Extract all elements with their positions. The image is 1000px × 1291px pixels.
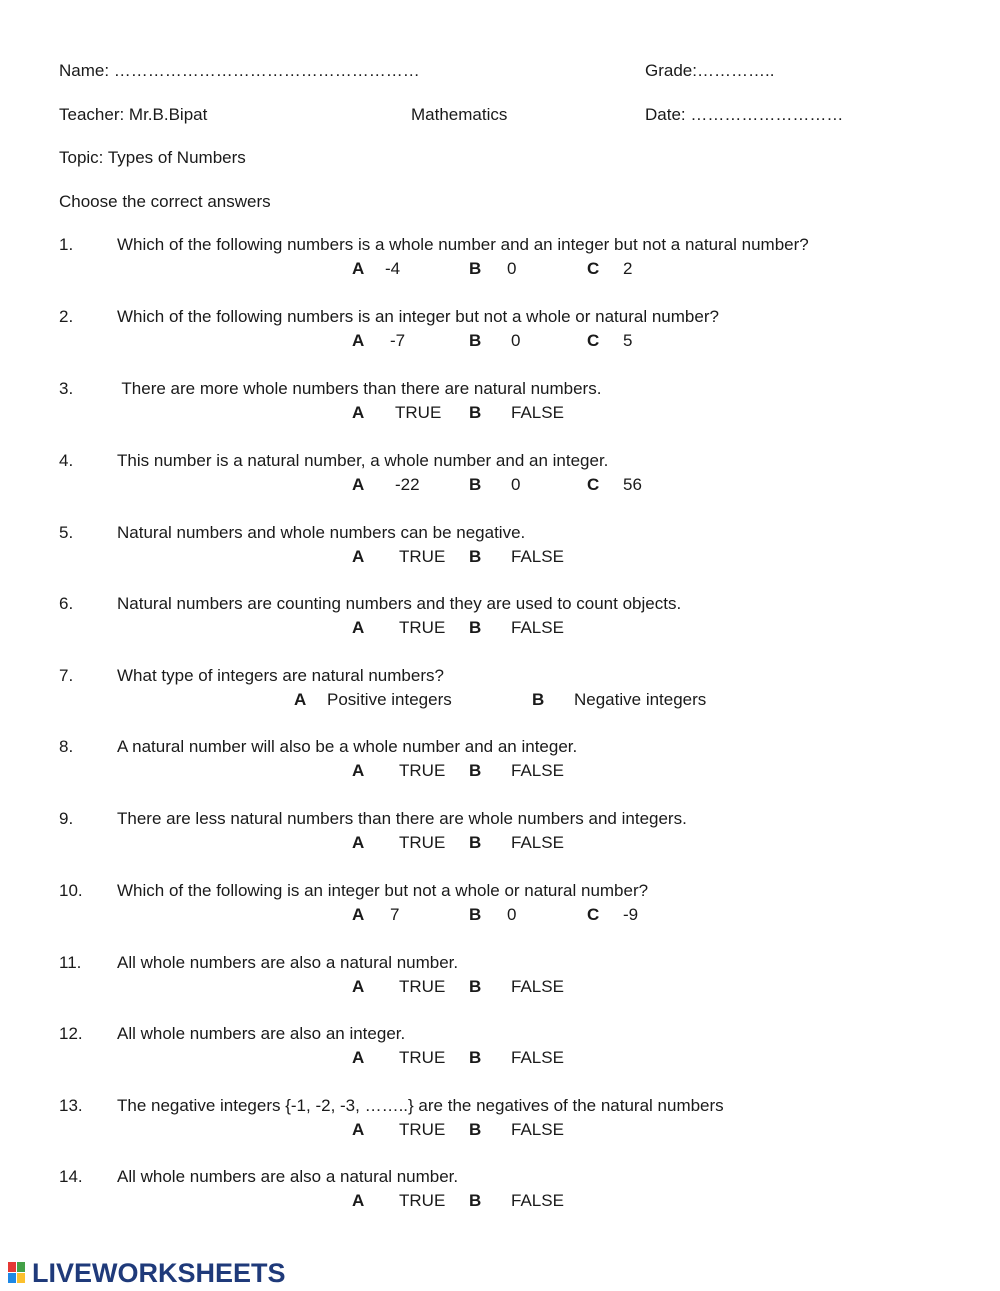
option-b-value[interactable]: FALSE — [511, 1048, 564, 1067]
option-b-value[interactable]: FALSE — [511, 618, 564, 637]
question-text: The negative integers {-1, -2, -3, ……..} are the negatives of the natural numbers — [117, 1096, 724, 1115]
answer-options — [0, 475, 1000, 497]
option-c-letter[interactable]: C — [587, 905, 600, 924]
answer-options — [0, 761, 1000, 783]
question-number: 6. — [59, 594, 74, 613]
option-b-letter[interactable]: B — [469, 547, 482, 566]
option-b-letter[interactable]: B — [469, 905, 482, 924]
question-number: 3. — [59, 379, 74, 398]
option-b-letter[interactable]: B — [469, 403, 482, 422]
option-b-letter[interactable]: B — [469, 1048, 482, 1067]
question-item — [0, 451, 1000, 501]
question-item — [0, 737, 1000, 787]
option-b-value[interactable]: 0 — [511, 331, 521, 350]
answer-options — [0, 1120, 1000, 1142]
option-b-value[interactable]: FALSE — [511, 977, 564, 996]
question-item — [0, 235, 1000, 285]
question-number: 14. — [59, 1167, 83, 1186]
question-item — [0, 953, 1000, 1003]
option-c-value[interactable]: 56 — [623, 475, 642, 494]
option-a-value[interactable]: TRUE — [399, 761, 446, 780]
option-a-value[interactable]: TRUE — [399, 1048, 446, 1067]
option-b-value[interactable]: FALSE — [511, 403, 564, 422]
option-b-value[interactable]: 0 — [511, 475, 521, 494]
question-text: Which of the following numbers is a whole number and an integer but not a natural number? — [117, 235, 809, 254]
question-text: A natural number will also be a whole number and an integer. — [117, 737, 578, 756]
question-number: 11. — [59, 953, 82, 972]
answer-options — [0, 1048, 1000, 1070]
question-item — [0, 1024, 1000, 1074]
option-c-letter[interactable]: C — [587, 331, 600, 350]
option-b-letter[interactable]: B — [469, 259, 482, 278]
option-a-letter[interactable]: A — [352, 475, 365, 494]
question-text: All whole numbers are also an integer. — [117, 1024, 406, 1043]
option-b-letter[interactable]: B — [469, 833, 482, 852]
option-b-value[interactable]: FALSE — [511, 761, 564, 780]
topic-label: Topic: Types of Numbers — [59, 148, 246, 167]
option-a-value[interactable]: TRUE — [399, 833, 446, 852]
grade-field-label: Grade:………….. — [645, 61, 775, 80]
answer-options — [0, 259, 1000, 281]
answer-options — [0, 690, 1000, 712]
question-item — [0, 809, 1000, 859]
option-c-value[interactable]: -9 — [623, 905, 639, 924]
question-item — [0, 594, 1000, 644]
logo-text: LIVEWORKSHEETS — [32, 1258, 286, 1288]
option-a-letter[interactable]: A — [352, 1048, 365, 1067]
option-b-value[interactable]: FALSE — [511, 1120, 564, 1139]
question-text: This number is a natural number, a whole number and an integer. — [117, 451, 609, 470]
option-a-letter[interactable]: A — [352, 618, 365, 637]
question-number: 8. — [59, 737, 74, 756]
option-a-letter[interactable]: A — [352, 905, 365, 924]
question-item — [0, 666, 1000, 716]
answer-options — [0, 977, 1000, 999]
answer-options — [0, 905, 1000, 927]
option-b-value[interactable]: Negative integers — [574, 690, 707, 709]
option-a-value[interactable]: -7 — [390, 331, 406, 350]
option-a-letter[interactable]: A — [352, 833, 365, 852]
question-text: All whole numbers are also a natural number. — [117, 953, 459, 972]
option-c-value[interactable]: 5 — [623, 331, 633, 350]
option-a-value[interactable]: TRUE — [399, 1120, 446, 1139]
option-b-letter[interactable]: B — [469, 761, 482, 780]
option-a-value[interactable]: TRUE — [399, 547, 446, 566]
option-a-value[interactable]: 7 — [390, 905, 400, 924]
question-text: All whole numbers are also a natural number. — [117, 1167, 459, 1186]
option-a-value[interactable]: TRUE — [395, 403, 442, 422]
teacher-label: Teacher: Mr.B.Bipat — [59, 105, 208, 124]
option-b-letter[interactable]: B — [469, 1191, 482, 1210]
subject-label: Mathematics — [411, 105, 508, 124]
option-b-letter[interactable]: B — [469, 977, 482, 996]
option-a-value[interactable]: Positive integers — [327, 690, 452, 709]
option-c-letter[interactable]: C — [587, 259, 600, 278]
question-item — [0, 1096, 1000, 1146]
option-a-letter[interactable]: A — [352, 977, 365, 996]
instruction-text: Choose the correct answers — [59, 192, 271, 211]
option-b-value[interactable]: FALSE — [511, 547, 564, 566]
option-a-value[interactable]: TRUE — [399, 618, 446, 637]
option-b-letter[interactable]: B — [469, 618, 482, 637]
option-b-value[interactable]: 0 — [507, 259, 517, 278]
question-number: 10. — [59, 881, 83, 900]
question-item — [0, 881, 1000, 931]
option-a-letter[interactable]: A — [352, 1120, 365, 1139]
question-text: Which of the following is an integer but not a whole or natural number? — [117, 881, 649, 900]
question-number: 5. — [59, 523, 74, 542]
option-c-letter[interactable]: C — [587, 475, 600, 494]
option-a-letter[interactable]: A — [352, 403, 365, 422]
option-a-value[interactable]: -4 — [385, 259, 401, 278]
option-a-letter[interactable]: A — [352, 547, 365, 566]
question-number: 12. — [59, 1024, 83, 1043]
option-a-letter[interactable]: A — [294, 690, 307, 709]
option-b-letter[interactable]: B — [469, 475, 482, 494]
answer-options — [0, 833, 1000, 855]
option-b-letter[interactable]: B — [532, 690, 545, 709]
question-text: Natural numbers are counting numbers and they are used to count objects. — [117, 594, 682, 613]
option-b-letter[interactable]: B — [469, 331, 482, 350]
option-a-value[interactable]: TRUE — [399, 977, 446, 996]
question-number: 4. — [59, 451, 74, 470]
question-item — [0, 379, 1000, 429]
question-text: Natural numbers and whole numbers can be negative. — [117, 523, 526, 542]
question-text: There are less natural numbers than there are whole numbers and integers. — [117, 809, 687, 828]
answer-options — [0, 547, 1000, 569]
answer-options — [0, 403, 1000, 425]
option-a-value[interactable]: -22 — [395, 475, 420, 494]
name-field-label: Name: ……………………………………………… — [59, 61, 420, 80]
option-a-letter[interactable]: A — [352, 259, 365, 278]
option-b-value[interactable]: 0 — [507, 905, 517, 924]
option-a-letter[interactable]: A — [352, 761, 365, 780]
question-number: 7. — [59, 666, 74, 685]
answer-options — [0, 618, 1000, 640]
question-number: 13. — [59, 1096, 83, 1115]
question-number: 9. — [59, 809, 74, 828]
option-b-value[interactable]: FALSE — [511, 833, 564, 852]
option-b-value[interactable]: FALSE — [511, 1191, 564, 1210]
question-number: 1. — [59, 235, 74, 254]
option-b-letter[interactable]: B — [469, 1120, 482, 1139]
question-item — [0, 307, 1000, 357]
option-a-letter[interactable]: A — [352, 1191, 365, 1210]
option-a-letter[interactable]: A — [352, 331, 365, 350]
logo-blocks-icon — [8, 1262, 26, 1284]
question-number: 2. — [59, 307, 74, 326]
question-text: There are more whole numbers than there are natural numbers. — [117, 379, 602, 398]
answer-options — [0, 1191, 1000, 1213]
date-field-label: Date: ……………………… — [645, 105, 844, 124]
option-c-value[interactable]: 2 — [623, 259, 633, 278]
option-a-value[interactable]: TRUE — [399, 1191, 446, 1210]
question-text: Which of the following numbers is an integer but not a whole or natural number? — [117, 307, 719, 326]
question-item — [0, 1167, 1000, 1217]
answer-options — [0, 331, 1000, 353]
question-text: What type of integers are natural numbers? — [117, 666, 444, 685]
question-item — [0, 523, 1000, 573]
